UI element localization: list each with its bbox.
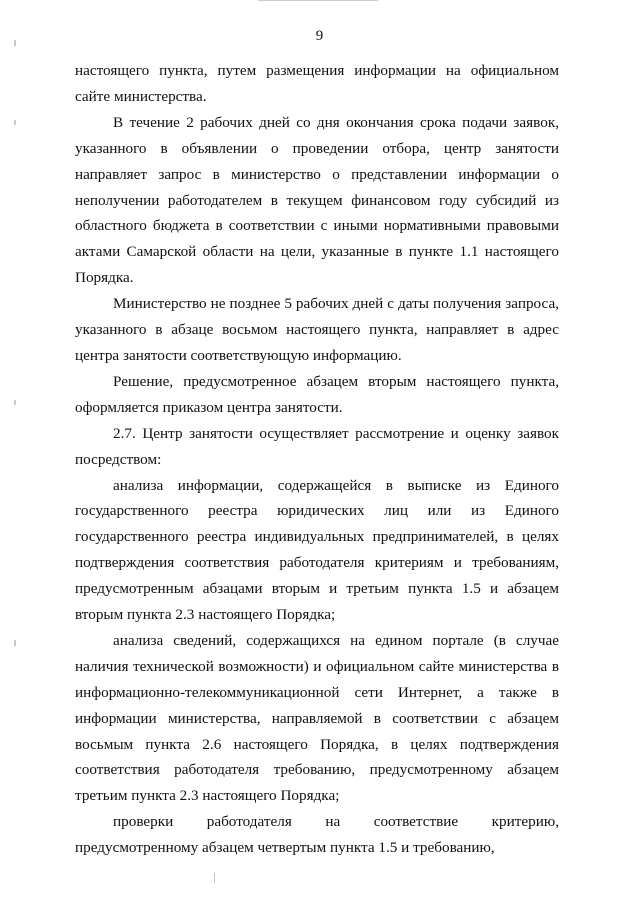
- paragraph: анализа информации, содержащейся в выписке из Единого государственного реестра юридических лиц или из Единого государственного реестра индивидуальных предпринимателей, в целях подтверждения соответствия работодателя критериям и требованиям, предусмотренным абзацами вторым и третьим пункта 1.5 и абзацем вторым пункта 2.3 настоящего Порядка;: [75, 476, 559, 624]
- paragraph: 2.7. Центр занятости осуществляет рассмотрение и оценку заявок посредством:: [75, 424, 559, 468]
- paragraph: Решение, предусмотренное абзацем вторым настоящего пункта, оформляется приказом центра занятости.: [75, 372, 559, 416]
- scan-artifact-bottom: [214, 873, 215, 883]
- page-number: 9: [315, 28, 324, 44]
- paragraph: настоящего пункта, путем размещения информации на официальном сайте министерства.: [75, 62, 559, 105]
- scan-artifact-left: [14, 400, 16, 405]
- document-body: [75, 58, 559, 861]
- scan-artifact-left: [14, 120, 16, 125]
- paragraph: В течение 2 рабочих дней со дня окончания срока подачи заявок, указанного в объявлении о проведении отбора, центр занятости направляет запрос в министерство о представлении информации о неполучении работодателем в текущем финансовом году субсидий из областного бюджета в соответствии с иными нормативными правовыми актами Самарской области на цели, указанные в пункте 1.1 настоящего Порядка.: [75, 113, 559, 287]
- paragraph: Министерство не позднее 5 рабочих дней с даты получения запроса, указанного в абзаце восьмом настоящего пункта, направляет в адрес центра занятости соответствующую информацию.: [75, 295, 559, 364]
- paragraph: анализа сведений, содержащихся на едином портале (в случае наличия технической возможности) и официальном сайте министерства в информационно-телекоммуникационной сети Интернет, а также в информации министерства, направляемой в соответствии с абзацем восьмым пункта 2.6 настоящего Порядка, в целях подтверждения соответствия работодателя требованию, предусмотренному абзацем третьим пункта 2.3 настоящего Порядка;: [75, 631, 559, 805]
- scan-artifact-left: [14, 640, 16, 646]
- scan-artifact-top: [258, 0, 378, 1]
- paragraph: проверки работодателя на соответствие критерию, предусмотренному абзацем четвертым пункта 1.5 и требованию,: [75, 813, 559, 857]
